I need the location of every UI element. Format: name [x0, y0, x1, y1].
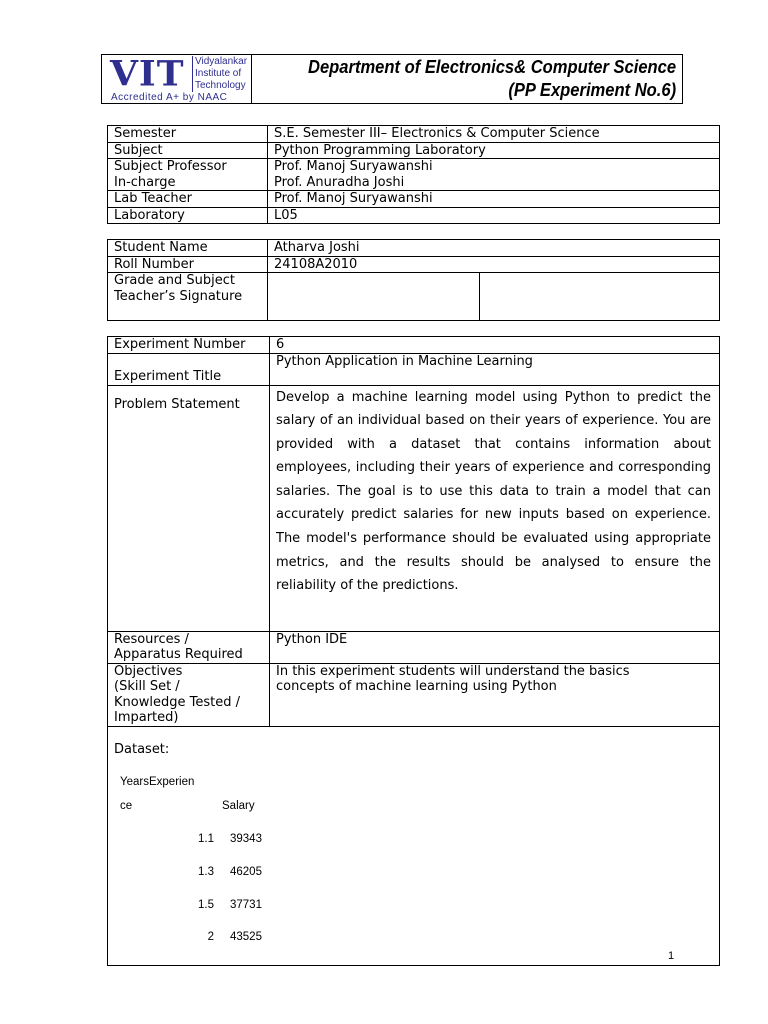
objectives-label: Objectives (Skill Set / Knowledge Tested / Imparted) [108, 663, 270, 726]
table-row [108, 385, 720, 631]
institute-name [192, 56, 247, 92]
salary-value: 37731 [230, 899, 262, 911]
years-header-part2: ce [120, 800, 133, 812]
grade-cell [268, 273, 480, 321]
salary-value: 39343 [230, 833, 262, 845]
table-row [108, 191, 720, 208]
table-row [108, 256, 720, 273]
student-name-value: Atharva Joshi [268, 240, 720, 257]
subject-value: Python Programming Laboratory [268, 142, 720, 159]
table-row [108, 337, 720, 354]
experiment-table [107, 336, 720, 966]
salary-header: Salary [222, 800, 255, 812]
salary-value: 43525 [230, 931, 262, 943]
professor-value: Prof. Manoj Suryawanshi Prof. Anuradha Joshi [268, 159, 720, 191]
years-value: 2 [207, 931, 214, 943]
table-row [108, 663, 720, 726]
dataset-label: Dataset: [114, 742, 170, 757]
semester-label: Semester [108, 126, 268, 143]
experiment-title-value: Python Application in Machine Learning [270, 353, 720, 385]
years-value: 1.5 [198, 899, 214, 911]
lab-teacher-value: Prof. Manoj Suryawanshi [268, 191, 720, 208]
semester-value: S.E. Semester III– Electronics & Computer Science [268, 126, 720, 143]
table-row [108, 240, 720, 257]
experiment-number-label: Experiment Number [108, 337, 270, 354]
experiment-number-value: 6 [270, 337, 720, 354]
objectives-value: In this experiment students will understand the basics concepts of machine learning using Python [270, 663, 720, 726]
resources-value: Python IDE [270, 631, 720, 663]
subject-label: Subject [108, 142, 268, 159]
table-row [108, 159, 720, 191]
years-value: 1.3 [198, 866, 214, 878]
course-info-table [107, 125, 720, 224]
institute-line-2: Institute of [195, 68, 242, 79]
dataset-cell [108, 726, 720, 965]
table-row [108, 273, 720, 321]
institute-line-1: Vidyalankar [195, 56, 248, 67]
laboratory-value: L05 [268, 207, 720, 224]
experiment-heading: (PP Experiment No.6) [508, 80, 676, 100]
department-title [308, 56, 676, 102]
signature-cell [480, 273, 720, 321]
table-row [108, 142, 720, 159]
page-number: 1 [668, 950, 675, 962]
years-value: 1.1 [198, 833, 214, 845]
student-name-label: Student Name [108, 240, 268, 257]
dataset-table [114, 773, 713, 949]
years-header-part1: YearsExperien [120, 776, 195, 788]
salary-value: 46205 [230, 866, 262, 878]
problem-statement-value: Develop a machine learning model using Python to predict the salary of an individual based on their years of experience. You are provided with a dataset that contains information about employees, including their years of experience and corresponding salaries. The goal is to use this data to train a model that can accurately predict salaries for new inputs based on experience. The model's performance should be evaluated using appropriate metrics, and the results should be analysed to ensure the reliability of the predictions. [270, 385, 720, 631]
table-row [108, 726, 720, 965]
logo-text: VIT [110, 54, 185, 94]
institute-line-3: Technology [195, 80, 246, 91]
problem-statement-label: Problem Statement [108, 385, 270, 631]
grade-signature-label: Grade and Subject Teacher’s Signature [108, 273, 268, 321]
roll-number-label: Roll Number [108, 256, 268, 273]
table-row [108, 207, 720, 224]
lab-teacher-label: Lab Teacher [108, 191, 268, 208]
department-name: Department of Electronics& Computer Science [307, 57, 676, 77]
student-info-table [107, 239, 720, 321]
experiment-title-label: Experiment Title [108, 353, 270, 385]
table-row [108, 353, 720, 385]
laboratory-label: Laboratory [108, 207, 268, 224]
accreditation: Accredited A+ by NAAC [111, 92, 228, 103]
professor-label: Subject Professor In-charge [108, 159, 268, 191]
resources-label: Resources / Apparatus Required [108, 631, 270, 663]
table-row [108, 631, 720, 663]
roll-number-value: 24108A2010 [268, 256, 720, 273]
table-row [108, 126, 720, 143]
